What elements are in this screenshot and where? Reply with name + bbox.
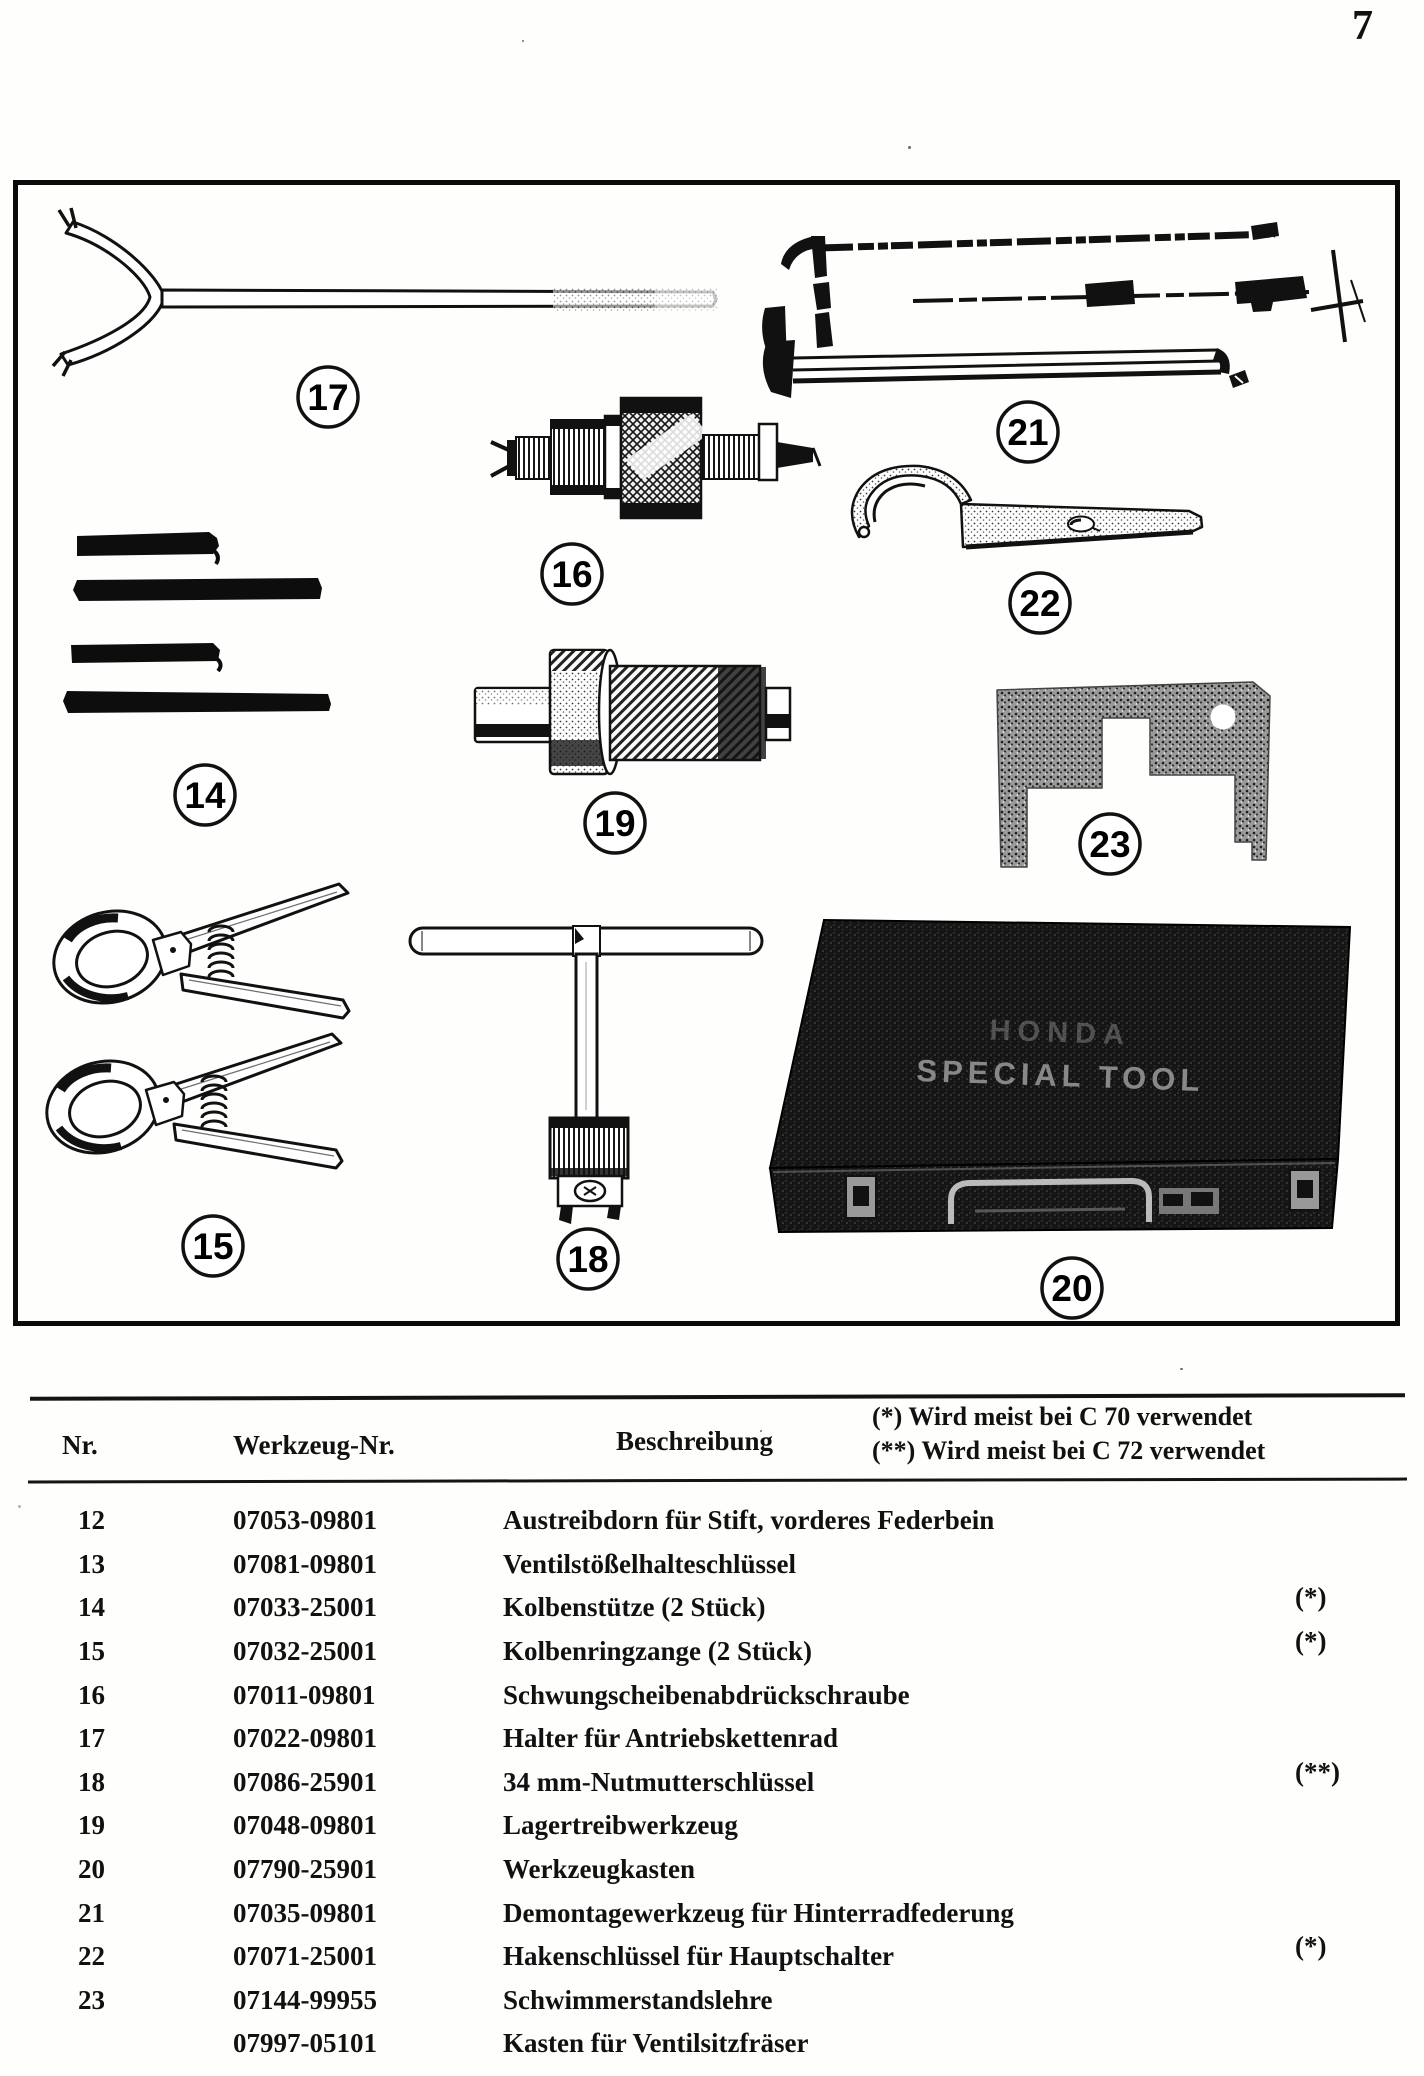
header-nr: Nr. — [62, 1430, 98, 1460]
callout-21 — [998, 402, 1058, 462]
row-nr: 21 — [78, 1897, 105, 1928]
row-description: Halter für Antriebskettenrad — [503, 1723, 838, 1754]
table-row — [30, 2022, 1405, 2066]
row-tool-no: 07081-09801 — [233, 1548, 377, 1579]
row-description: Kolbenringzange (2 Stück) — [503, 1636, 813, 1667]
row-tool-no: 07035-09801 — [233, 1897, 377, 1928]
row-description: Werkzeugkasten — [503, 1854, 695, 1885]
svg-text:20: 20 — [1051, 1268, 1093, 1309]
tool-14-piston-base-bars-drawing — [63, 532, 331, 713]
row-description: Schwimmerstandslehre — [503, 1984, 773, 2015]
table-row — [30, 1499, 1405, 1543]
svg-text:17: 17 — [307, 377, 349, 418]
row-nr: 19 — [78, 1810, 105, 1841]
row-usage-mark: (*) — [1295, 1582, 1327, 1613]
callout-20 — [1042, 1258, 1102, 1318]
tool-21-rear-suspension-tool-drawing — [762, 222, 1365, 398]
row-tool-no: 07022-09801 — [233, 1723, 377, 1754]
table-header-rule — [28, 1478, 1407, 1484]
tool-20-toolbox-drawing — [770, 920, 1350, 1232]
table-row — [30, 1931, 1405, 1979]
callout-23 — [1080, 814, 1140, 874]
row-tool-no: 07071-25001 — [233, 1941, 377, 1972]
table-row — [30, 1626, 1405, 1674]
row-tool-no: 07011-09801 — [233, 1679, 376, 1710]
row-description: Ventilstößelhalteschlüssel — [503, 1548, 797, 1579]
callout-16 — [542, 544, 602, 604]
svg-text:23: 23 — [1089, 824, 1131, 865]
table-row — [30, 1891, 1405, 1935]
table-row — [30, 1673, 1405, 1717]
table-row — [30, 1848, 1405, 1892]
row-nr: 16 — [78, 1679, 105, 1710]
row-tool-no: 07144-99955 — [233, 1984, 377, 2015]
tool-18-ring-nut-wrench-drawing — [410, 926, 762, 1224]
tool-19-bearing-driver-drawing — [475, 650, 790, 774]
row-tool-no: 07032-25001 — [233, 1636, 377, 1667]
callout-15 — [183, 1216, 243, 1276]
svg-text:15: 15 — [192, 1226, 234, 1267]
header-tool-no: Werkzeug-Nr. — [233, 1430, 395, 1460]
row-description: Kolbenstütze (2 Stück) — [503, 1592, 766, 1623]
tool-table-body — [30, 1499, 1405, 2066]
row-nr: 13 — [78, 1548, 105, 1579]
row-nr: 12 — [78, 1505, 105, 1536]
svg-text:19: 19 — [594, 803, 636, 844]
special-tools-figure — [13, 180, 1400, 1326]
table-row — [30, 1582, 1405, 1630]
legend-line-c72: (**) Wird meist bei C 72 verwendet — [872, 1436, 1266, 1465]
row-nr: 22 — [78, 1941, 105, 1972]
row-description: 34 mm-Nutmutterschlüssel — [503, 1766, 815, 1797]
row-description: Demontagewerkzeug für Hinterradfederung — [503, 1897, 1014, 1928]
tool-22-hook-spanner-drawing — [852, 466, 1202, 547]
row-usage-mark: (*) — [1295, 1931, 1327, 1962]
row-tool-no: 07053-09801 — [233, 1505, 377, 1536]
callout-18 — [558, 1229, 618, 1289]
svg-text:18: 18 — [567, 1239, 609, 1280]
scan-speck — [1180, 1368, 1183, 1370]
row-usage-mark: (*) — [1295, 1626, 1327, 1657]
svg-text:21: 21 — [1007, 412, 1049, 453]
svg-text:16: 16 — [551, 554, 593, 595]
table-row — [30, 1543, 1405, 1587]
tool-17-sprocket-holder-drawing — [53, 208, 719, 376]
row-description: Kasten für Ventilsitzfräser — [503, 2028, 809, 2059]
table-row — [30, 1717, 1405, 1761]
table-row — [30, 1979, 1405, 2023]
tool-16-flywheel-puller-drawing — [491, 398, 820, 518]
page-number: 7 — [1352, 3, 1373, 49]
header-description: Beschreibung — [616, 1426, 774, 1456]
row-tool-no: 07033-25001 — [233, 1592, 377, 1623]
table-row — [30, 1804, 1405, 1848]
scan-speck — [908, 146, 911, 149]
row-nr: 14 — [78, 1592, 105, 1623]
scan-speck — [522, 40, 524, 42]
row-usage-mark: (**) — [1295, 1756, 1340, 1787]
toolbox-label-text: SPECIAL TOOL — [915, 1052, 1205, 1099]
svg-text:22: 22 — [1019, 583, 1061, 624]
callout-19 — [585, 793, 645, 853]
tool-15-piston-ring-pliers-drawing — [36, 884, 349, 1168]
table-row — [30, 1756, 1405, 1805]
usage-legend — [872, 1400, 1412, 1468]
row-description: Schwungscheibenabdrückschraube — [503, 1679, 910, 1710]
row-nr: 15 — [78, 1636, 105, 1667]
scan-speck — [18, 1505, 21, 1508]
callout-14 — [175, 765, 235, 825]
row-nr: 20 — [78, 1854, 105, 1885]
row-tool-no: 07997-05101 — [233, 2028, 377, 2059]
callout-17 — [298, 367, 358, 427]
row-tool-no: 07086-25901 — [233, 1766, 377, 1797]
row-tool-no: 07790-25901 — [233, 1854, 377, 1885]
row-nr: 23 — [78, 1984, 105, 2015]
svg-text:14: 14 — [184, 775, 226, 816]
row-description: Hakenschlüssel für Hauptschalter — [503, 1941, 895, 1972]
row-nr: 17 — [78, 1723, 105, 1754]
row-nr: 18 — [78, 1766, 105, 1797]
callout-22 — [1010, 573, 1070, 633]
legend-line-c70: (*) Wird meist bei C 70 verwendet — [872, 1402, 1253, 1431]
row-description: Lagertreibwerkzeug — [503, 1810, 738, 1841]
row-description: Austreibdorn für Stift, vorderes Federbein — [503, 1505, 995, 1536]
toolbox-brand-text: HONDA — [989, 1014, 1132, 1052]
row-tool-no: 07048-09801 — [233, 1810, 377, 1841]
